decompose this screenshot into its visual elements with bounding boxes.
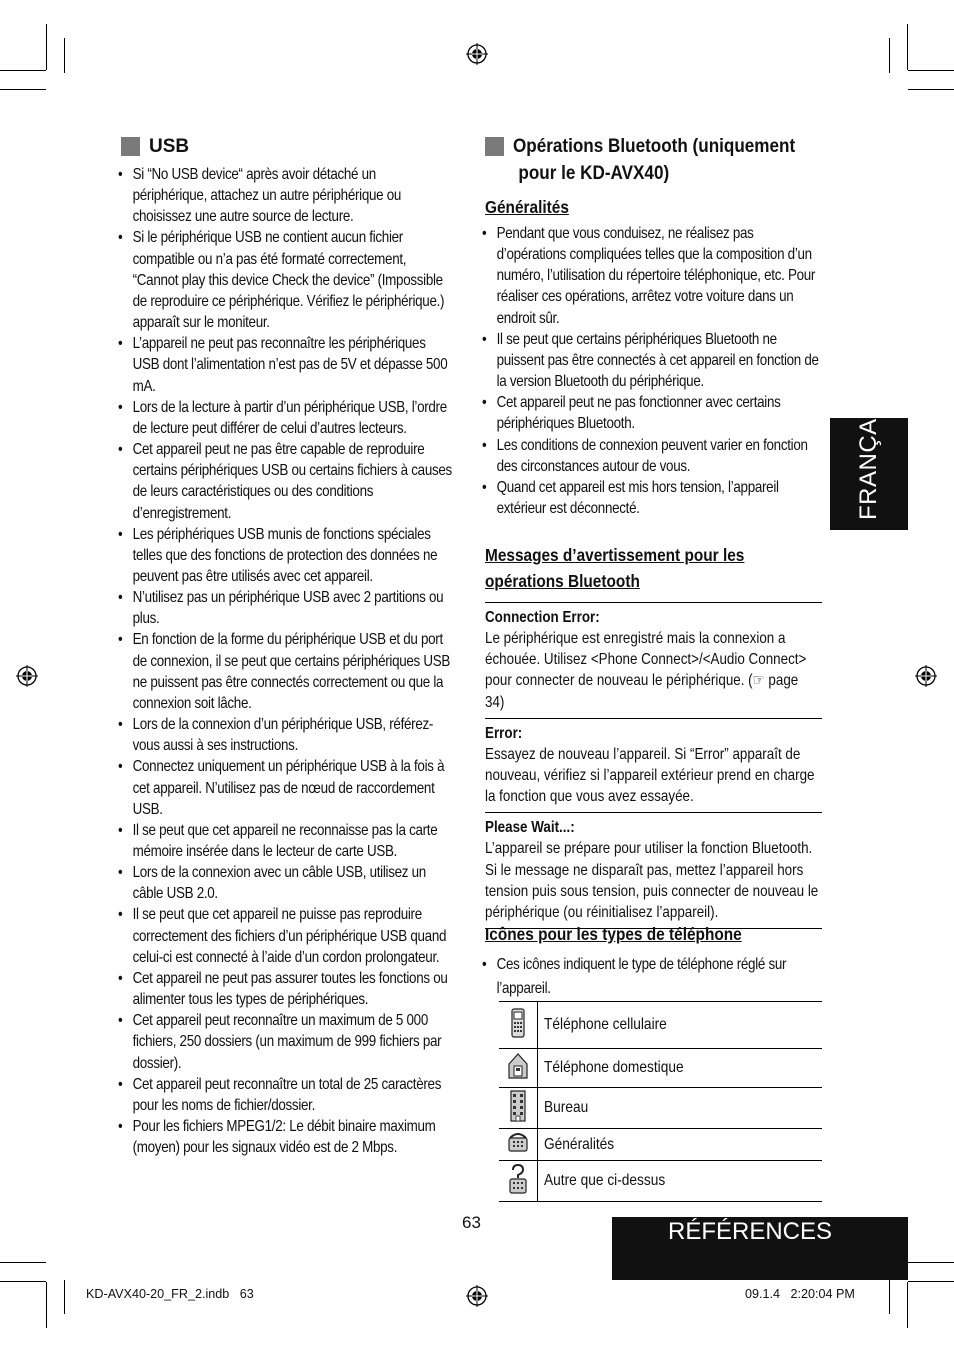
phone-type-label: Téléphone domestique [544, 1059, 684, 1076]
list-item: • Lors de la connexion d’un périphérique USB, référez-vous aussi à ses instructions. [118, 714, 453, 756]
warning-message [485, 813, 822, 929]
list-item: • Ces icônes indiquent le type de téléphone réglé sur l’appareil. [482, 953, 820, 1000]
crop-mark [889, 38, 890, 73]
phone-type-label: Téléphone cellulaire [544, 1016, 667, 1033]
language-tab [830, 394, 908, 530]
phone-type-label: Généralités [544, 1135, 615, 1153]
registration-mark-icon [915, 665, 937, 687]
home-phone-icon [499, 1049, 538, 1088]
icons-subtitle: Icônes pour les types de téléphone [485, 924, 742, 944]
list-item: • Cet appareil peut ne pas fonctionner avec certains périphériques Bluetooth. [482, 392, 820, 434]
usb-bullet-list [118, 164, 508, 1158]
table-row [499, 1049, 822, 1088]
list-item: • En fonction de la forme du périphérique USB et du port de connexion, il se peut que certains périphériques USB ne puissent pas être connectés correctement ou que la connexion soit lâche. [118, 629, 453, 714]
warning-text: Essayez de nouveau l’appareil. Si “Error” apparaît de nouveau, vérifiez si l’appareil extérieur prend en charge la fonction que vous avez essayée. [485, 745, 815, 806]
crop-mark [46, 24, 47, 70]
crop-mark [0, 89, 46, 90]
office-phone-icon [499, 1088, 538, 1129]
usb-title: USB [149, 136, 190, 157]
list-item: • Les conditions de connexion peuvent varier en fonction des circonstances autour de vous. [482, 435, 820, 477]
list-item: • Connectez uniquement un périphérique USB à la fois à cet appareil. N’utilisez pas de nœud de raccordement USB. [118, 756, 453, 819]
registration-mark-icon [16, 665, 38, 687]
list-item: • Pour les fichiers MPEG1/2: Le débit binaire maximum (moyen) pour les signaux vidéo est de 2 Mbps. [118, 1116, 453, 1158]
usb-heading [121, 133, 189, 160]
table-row [499, 1088, 822, 1129]
crop-mark [64, 38, 65, 73]
list-item: • Pendant que vous conduisez, ne réalisez pas d’opérations compliquées telles que la composition d’un numéro, l’utilisation du répertoire téléphonique, etc. Pour réaliser ces opérations, arrêtez votre voiture dans un endroit sûr. [482, 223, 820, 329]
list-item: • L’appareil ne peut pas reconnaître les périphériques USB dont l’alimentation n’est pas de 5V et dépasse 500 mA. [118, 333, 453, 396]
phone-type-label: Bureau [544, 1099, 589, 1116]
crop-mark [908, 70, 954, 71]
phone-type-label: Autre que ci-dessus [544, 1172, 666, 1189]
general-phone-icon [499, 1129, 538, 1161]
warnings-subtitle-line1: Messages d’avertissement pour les [485, 545, 745, 565]
warning-messages-table [485, 603, 822, 929]
general-bullet-list [482, 223, 875, 519]
bluetooth-heading [485, 133, 825, 187]
registration-mark-icon [466, 43, 488, 65]
bluetooth-title-line1: Opérations Bluetooth (uniquement [513, 136, 796, 157]
section-square-icon [485, 137, 504, 156]
footer-date: 09.1.4 2:20:04 PM [745, 1287, 855, 1301]
list-item: • Il se peut que cet appareil ne puisse pas reproduire correctement des fichiers d’un périphérique USB quand celui-ci est connecté à l’aide d’un cordon prolongateur. [118, 904, 453, 967]
crop-mark [46, 1282, 47, 1328]
list-item: • Les périphériques USB munis de fonctions spéciales telles que des fonctions de protection des données ne peuvent pas être utilisés avec cet appareil. [118, 524, 453, 587]
crop-mark [0, 1262, 46, 1263]
section-tab [612, 1217, 908, 1280]
crop-mark [908, 1281, 954, 1282]
crop-mark [889, 1280, 890, 1314]
list-item: • Il se peut que certains périphériques Bluetooth ne puissent pas être connectés à cet appareil en fonction de la version Bluetooth du périphérique. [482, 329, 820, 392]
list-item: • Lors de la connexion avec un câble USB, utilisez un câble USB 2.0. [118, 862, 453, 904]
warning-text: L’appareil se prépare pour utiliser la fonction Bluetooth. Si le message ne disparaît pas, mettez l’appareil hors tension puis sous tension, puis connecter de nouveau le périphérique (ou réinitialisez l’appareil). [485, 840, 819, 922]
crop-mark [908, 89, 954, 90]
warning-title: Please Wait...: [485, 819, 575, 837]
list-item: • Quand cet appareil est mis hors tension, l’appareil extérieur est déconnecté. [482, 477, 820, 519]
crop-mark [907, 24, 908, 70]
table-row [499, 1129, 822, 1161]
icons-bullet-list [482, 953, 875, 1000]
crop-mark [908, 1262, 954, 1263]
warning-title: Connection Error: [485, 609, 600, 626]
warning-title: Error: [485, 724, 523, 742]
registration-mark-icon [466, 1285, 488, 1307]
footer-file: KD-AVX40-20_FR_2.indb 63 [86, 1287, 254, 1301]
section-tab-label: RÉFÉRENCES [667, 1218, 833, 1245]
phone-type-table [499, 1001, 822, 1202]
table-row [499, 1161, 822, 1202]
list-item: • N’utilisez pas un périphérique USB avec 2 partitions ou plus. [118, 587, 453, 629]
warnings-subtitle-line2: opérations Bluetooth [485, 571, 640, 591]
table-row [499, 1002, 822, 1049]
other-phone-icon [499, 1161, 538, 1202]
list-item: • Si le périphérique USB ne contient aucun fichier compatible ou n’a pas été formaté correctement, “Cannot play this device Check the device” (Impossible de reproduire ce périphérique. Vérifiez le périphérique.) apparaît sur le moniteur. [118, 227, 453, 333]
section-square-icon [121, 137, 140, 156]
crop-mark [0, 1281, 46, 1282]
list-item: • Lors de la lecture à partir d’un périphérique USB, l’ordre de lecture peut différer de celui d’autres lecteurs. [118, 397, 453, 439]
warning-message [485, 719, 822, 814]
warnings-subtitle [485, 542, 744, 594]
list-item: • Cet appareil peut reconnaître un total de 25 caractères pour les noms de fichier/dossier. [118, 1074, 453, 1116]
general-subtitle: Généralités [485, 197, 569, 217]
cell-phone-icon [499, 1002, 538, 1049]
warning-message [485, 603, 822, 719]
page-number: 63 [462, 1213, 481, 1232]
list-item: • Cet appareil peut ne pas être capable de reproduire certains périphériques USB ou certains fichiers à causes de leurs caractéristiques ou des conditions d’enregistrement. [118, 439, 453, 524]
language-tab-label: FRANÇAIS [855, 394, 882, 520]
list-item: • Cet appareil peut reconnaître un maximum de 5 000 fichiers, 250 dossiers (un maximum de 999 fichiers par dossier). [118, 1010, 453, 1073]
crop-mark [64, 1280, 65, 1314]
crop-mark [0, 70, 46, 71]
crop-mark [907, 1282, 908, 1328]
list-item: • Si “No USB device“ après avoir détaché un périphérique, attachez un autre périphérique ou choisissez une autre source de lecture. [118, 164, 453, 227]
warning-text: Le périphérique est enregistré mais la connexion a échouée. Utilisez <Phone Connect>/<Audio Connect> pour connecter de nouveau le périphérique. (☞ page 34) [485, 630, 807, 711]
list-item: • Il se peut que cet appareil ne reconnaisse pas la carte mémoire insérée dans le lecteur de carte USB. [118, 820, 453, 862]
list-item: • Cet appareil ne peut pas assurer toutes les fonctions ou alimenter tous les types de périphériques. [118, 968, 453, 1010]
bluetooth-title-line2: pour le KD-AVX40) [518, 163, 670, 184]
